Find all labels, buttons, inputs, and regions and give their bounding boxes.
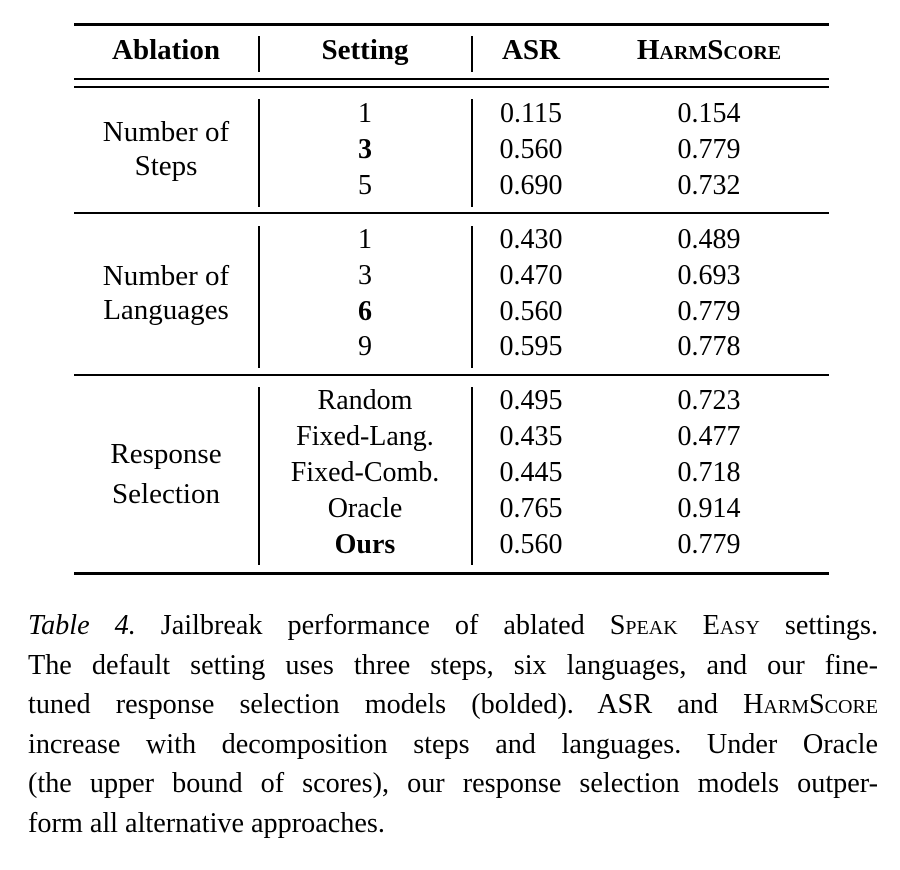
caption-line bbox=[28, 606, 878, 646]
cell-asr: 0.560 bbox=[499, 296, 563, 327]
header-setting: Setting bbox=[321, 34, 409, 66]
cell-harmscore: 0.477 bbox=[677, 421, 741, 452]
caption-text: settings. bbox=[784, 610, 879, 641]
group-label-line: Response bbox=[110, 438, 222, 470]
cell-asr: 0.470 bbox=[499, 260, 563, 291]
caption-table-number: Table 4. bbox=[28, 610, 136, 641]
cell-asr: 0.690 bbox=[499, 170, 563, 201]
group-label-languages bbox=[84, 259, 248, 327]
cell-harmscore: 0.489 bbox=[677, 224, 741, 255]
cell-setting-default: 3 bbox=[358, 134, 372, 165]
cell-asr: 0.595 bbox=[499, 331, 563, 362]
caption-line: (the upper bound of scores), our response selection models outper- bbox=[28, 768, 878, 799]
cell-asr: 0.560 bbox=[499, 134, 563, 165]
cell-harmscore: 0.723 bbox=[677, 385, 741, 416]
caption-line: The default setting uses three steps, six languages, and our fine- bbox=[28, 649, 878, 681]
cell-setting: 9 bbox=[358, 331, 372, 362]
cell-asr: 0.765 bbox=[499, 493, 563, 524]
cell-asr: 0.430 bbox=[499, 224, 563, 255]
group-label-line: Languages bbox=[103, 294, 229, 326]
cell-setting: Fixed-Comb. bbox=[290, 457, 440, 488]
group-separator bbox=[471, 387, 473, 565]
cell-setting: Oracle bbox=[327, 493, 403, 524]
top-rule bbox=[74, 23, 829, 26]
caption-method-name: Speak Easy bbox=[609, 610, 760, 641]
cell-setting: 1 bbox=[358, 224, 372, 255]
cell-harmscore: 0.778 bbox=[677, 331, 741, 362]
caption-line: increase with decomposition steps and languages. Under Oracle bbox=[28, 728, 878, 760]
group-separator bbox=[471, 99, 473, 207]
group-label-line: Steps bbox=[134, 150, 198, 182]
cell-harmscore: 0.779 bbox=[677, 134, 741, 165]
group-label-response-selection bbox=[84, 434, 248, 514]
cell-setting: 5 bbox=[358, 170, 372, 201]
header-asr: ASR bbox=[501, 34, 560, 66]
header-separator bbox=[258, 36, 260, 72]
group-label-line: Number of bbox=[102, 116, 230, 148]
group-label-line: Selection bbox=[112, 478, 220, 510]
header-ablation: Ablation bbox=[112, 34, 220, 66]
group-separator bbox=[258, 99, 260, 207]
cell-setting: 1 bbox=[358, 98, 372, 129]
cell-asr: 0.495 bbox=[499, 385, 563, 416]
cell-asr: 0.560 bbox=[499, 529, 563, 560]
cell-harmscore: 0.732 bbox=[677, 170, 741, 201]
group-divider bbox=[74, 212, 829, 214]
cell-setting-default: 6 bbox=[358, 296, 372, 327]
cell-harmscore: 0.154 bbox=[677, 98, 741, 129]
header-double-rule-bottom bbox=[74, 86, 829, 88]
cell-harmscore: 0.779 bbox=[677, 296, 741, 327]
group-divider bbox=[74, 374, 829, 376]
group-label-steps bbox=[84, 115, 248, 183]
cell-setting: 3 bbox=[358, 260, 372, 291]
header-separator bbox=[471, 36, 473, 72]
cell-setting: Fixed-Lang. bbox=[296, 421, 434, 452]
table-caption bbox=[28, 606, 878, 843]
cell-setting-default: Ours bbox=[334, 529, 396, 560]
group-separator bbox=[258, 387, 260, 565]
cell-harmscore: 0.693 bbox=[677, 260, 741, 291]
group-separator bbox=[471, 226, 473, 368]
caption-line bbox=[28, 685, 878, 725]
cell-asr: 0.435 bbox=[499, 421, 563, 452]
cell-harmscore: 0.779 bbox=[677, 529, 741, 560]
cell-setting: Random bbox=[317, 385, 413, 416]
caption-line: form all alternative approaches. bbox=[28, 807, 385, 839]
bottom-rule bbox=[74, 572, 829, 575]
caption-text: Jailbreak performance of ablated bbox=[160, 610, 585, 641]
cell-asr: 0.445 bbox=[499, 457, 563, 488]
caption-text: tuned response selection models (bolded). ASR and bbox=[28, 689, 718, 720]
cell-harmscore: 0.718 bbox=[677, 457, 741, 488]
header-harmscore: HarmScore bbox=[636, 34, 782, 66]
cell-asr: 0.115 bbox=[500, 98, 562, 129]
caption-metric-name: HarmScore bbox=[743, 689, 879, 720]
header-double-rule-top bbox=[74, 78, 829, 80]
group-label-line: Number of bbox=[102, 260, 230, 292]
group-separator bbox=[258, 226, 260, 368]
cell-harmscore: 0.914 bbox=[677, 493, 741, 524]
